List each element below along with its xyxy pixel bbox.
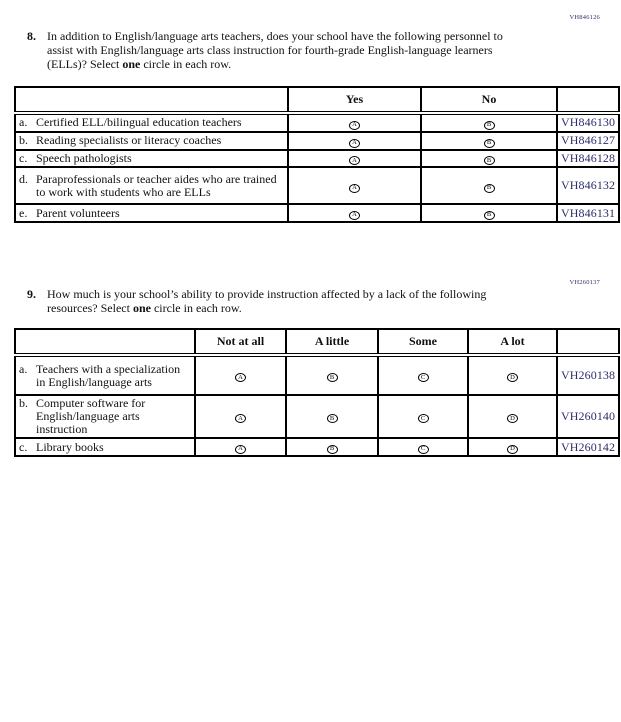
q8-response-table — [14, 86, 620, 223]
table-row — [15, 167, 619, 204]
row-label-cell — [15, 355, 195, 395]
q8-question — [27, 29, 525, 71]
q9-question-number: 9. — [27, 287, 36, 301]
q9-row-b-a-lot-cell — [468, 395, 557, 438]
option-bubble-no[interactable]: B — [484, 139, 495, 148]
option-bubble-not-at-all[interactable]: A — [235, 445, 246, 454]
row-letter: a. — [19, 115, 28, 130]
q9-accession-code: VH260137 — [569, 279, 600, 286]
option-bubble-not-at-all[interactable]: A — [235, 373, 246, 382]
row-code: VH260142 — [557, 438, 619, 456]
q9-prompt-bold: one — [132, 301, 151, 315]
table-row — [15, 355, 619, 395]
q8-prompt-pre: In addition to English/language arts teachers, does your school have the following personnel to assist with English/language arts class instruction for fourth-grade English-language learners (ELLs)? Select — [47, 29, 503, 71]
q8-row-a-yes-cell — [288, 113, 421, 132]
table-row — [15, 132, 619, 150]
q8-row-b-yes-cell — [288, 132, 421, 150]
row-label-cell — [15, 167, 288, 204]
option-bubble-no[interactable]: B — [484, 184, 495, 193]
table-row — [15, 395, 619, 438]
q9-header-not-at-all: Not at all — [195, 329, 286, 355]
option-bubble-yes[interactable]: A — [349, 184, 360, 193]
q9-prompt-post: circle in each row. — [150, 301, 242, 315]
q9-header-code-blank — [557, 329, 619, 355]
option-bubble-a-little[interactable]: B — [327, 414, 338, 423]
q9-header-blank — [15, 329, 195, 355]
row-label-cell — [15, 438, 195, 456]
q8-row-b-no-cell — [421, 132, 557, 150]
row-letter: a. — [19, 361, 28, 376]
option-bubble-yes[interactable]: A — [349, 211, 360, 220]
option-bubble-no[interactable]: B — [484, 156, 495, 165]
q9-response-table — [14, 328, 620, 457]
row-label: Teachers with a specialization in English/language arts — [36, 361, 181, 389]
row-letter: c. — [19, 439, 28, 454]
option-bubble-no[interactable]: B — [484, 121, 495, 130]
table-row — [15, 204, 619, 222]
q8-accession-code: VH846126 — [569, 14, 600, 21]
row-letter: b. — [19, 133, 28, 148]
q8-header-no: No — [421, 87, 557, 113]
q9-row-b-a-little-cell — [286, 395, 378, 438]
q9-header-a-little: A little — [286, 329, 378, 355]
q8-header-code-blank — [557, 87, 619, 113]
option-bubble-yes[interactable]: A — [349, 156, 360, 165]
option-bubble-yes[interactable]: A — [349, 139, 360, 148]
row-code: VH846130 — [557, 113, 619, 132]
option-bubble-some[interactable]: C — [418, 414, 429, 423]
row-letter: d. — [19, 171, 28, 186]
option-bubble-a-lot[interactable]: D — [507, 373, 518, 382]
q9-question — [27, 287, 525, 315]
q9-row-c-not-at-all-cell — [195, 438, 286, 456]
table-row — [15, 113, 619, 132]
q9-header-some: Some — [378, 329, 468, 355]
q9-row-c-a-lot-cell — [468, 438, 557, 456]
row-label-cell — [15, 150, 288, 168]
option-bubble-a-little[interactable]: B — [327, 373, 338, 382]
q9-row-b-some-cell — [378, 395, 468, 438]
row-label-cell — [15, 132, 288, 150]
q9-row-a-a-little-cell — [286, 355, 378, 395]
row-label: Certified ELL/bilingual education teachers — [36, 115, 242, 130]
row-label: Paraprofessionals or teacher aides who are trained to work with students who are ELLs — [36, 171, 277, 199]
row-code: VH260138 — [557, 355, 619, 395]
q8-prompt-post: circle in each row. — [140, 57, 232, 71]
row-label: Parent volunteers — [36, 205, 120, 220]
option-bubble-a-lot[interactable]: D — [507, 445, 518, 454]
row-letter: e. — [19, 205, 28, 220]
q8-question-text — [47, 29, 525, 71]
row-label: Reading specialists or literacy coaches — [36, 133, 222, 148]
row-label: Computer software for English/language arts instruction — [36, 396, 146, 436]
table-row — [15, 438, 619, 456]
q9-row-c-some-cell — [378, 438, 468, 456]
table-row — [15, 150, 619, 168]
q9-question-text — [47, 287, 525, 315]
q8-row-e-yes-cell — [288, 204, 421, 222]
q8-row-d-no-cell — [421, 167, 557, 204]
row-label-cell — [15, 113, 288, 132]
q8-row-a-no-cell — [421, 113, 557, 132]
q8-row-c-yes-cell — [288, 150, 421, 168]
q9-header-a-lot: A lot — [468, 329, 557, 355]
row-code: VH846128 — [557, 150, 619, 168]
q8-header-yes: Yes — [288, 87, 421, 113]
q8-prompt-bold: one — [122, 57, 141, 71]
row-letter: c. — [19, 150, 28, 165]
q8-header-blank — [15, 87, 288, 113]
q9-prompt-pre: How much is your school’s ability to provide instruction affected by a lack of the following resources? Select — [47, 287, 487, 315]
q8-row-c-no-cell — [421, 150, 557, 168]
row-label-cell — [15, 204, 288, 222]
option-bubble-a-lot[interactable]: D — [507, 414, 518, 423]
option-bubble-not-at-all[interactable]: A — [235, 414, 246, 423]
q8-row-d-yes-cell — [288, 167, 421, 204]
option-bubble-no[interactable]: B — [484, 211, 495, 220]
option-bubble-yes[interactable]: A — [349, 121, 360, 130]
q9-row-b-not-at-all-cell — [195, 395, 286, 438]
row-code: VH846131 — [557, 204, 619, 222]
row-label-cell — [15, 395, 195, 438]
q9-header-row — [15, 329, 619, 355]
option-bubble-some[interactable]: C — [418, 373, 429, 382]
q9-row-c-a-little-cell — [286, 438, 378, 456]
q9-row-a-some-cell — [378, 355, 468, 395]
row-code: VH846132 — [557, 167, 619, 204]
row-label: Library books — [36, 439, 104, 454]
option-bubble-a-little[interactable]: B — [327, 445, 338, 454]
row-code: VH846127 — [557, 132, 619, 150]
q8-header-row — [15, 87, 619, 113]
option-bubble-some[interactable]: C — [418, 445, 429, 454]
q9-row-a-not-at-all-cell — [195, 355, 286, 395]
q8-question-number: 8. — [27, 29, 36, 43]
row-label: Speech pathologists — [36, 150, 132, 165]
q8-row-e-no-cell — [421, 204, 557, 222]
row-code: VH260140 — [557, 395, 619, 438]
q9-row-a-a-lot-cell — [468, 355, 557, 395]
row-letter: b. — [19, 396, 28, 410]
